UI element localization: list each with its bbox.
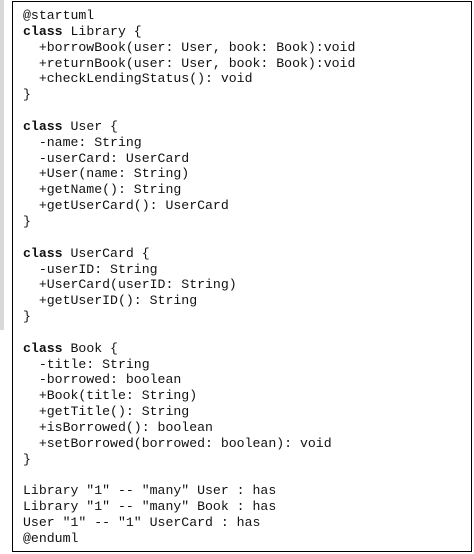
code-line: [23, 388, 355, 404]
code-line: [23, 452, 355, 468]
code-text: -userCard: UserCard: [23, 150, 190, 166]
code-line: [23, 262, 355, 278]
code-keyword: class: [23, 245, 63, 261]
code-text: -userID: String: [23, 261, 158, 277]
code-line: [23, 483, 355, 499]
code-text: +getTitle(): String: [23, 404, 190, 420]
code-text: +checkLendingStatus(): void: [23, 71, 253, 87]
code-text: +getName(): String: [23, 182, 182, 198]
code-line: [23, 56, 355, 72]
code-line: [23, 515, 355, 531]
code-text: }: [23, 451, 31, 467]
code-text: +setBorrowed(borrowed: boolean): void: [23, 435, 332, 451]
code-keyword: class: [23, 340, 63, 356]
code-line: [23, 198, 355, 214]
code-keyword: class: [23, 118, 63, 134]
code-line: [23, 87, 355, 103]
code-text: UserCard {: [62, 245, 150, 261]
code-text: }: [23, 213, 31, 229]
code-line: [23, 8, 355, 24]
code-text: +returnBook(user: User, book: Book):void: [23, 55, 356, 71]
code-line: [23, 325, 355, 341]
code-line: [23, 277, 355, 293]
code-text: +Book(title: String): [23, 388, 198, 404]
code-text: -title: String: [23, 356, 150, 372]
code-line: [23, 293, 355, 309]
code-keyword: class: [23, 23, 63, 39]
code-text: Library {: [62, 23, 142, 39]
code-line: [23, 467, 355, 483]
code-line: [23, 214, 355, 230]
code-line: [23, 341, 355, 357]
plantuml-code-box: [12, 1, 472, 552]
code-line: [23, 420, 355, 436]
code-line: [23, 135, 355, 151]
code-line: [23, 40, 355, 56]
code-line: [23, 166, 355, 182]
code-line: [23, 372, 355, 388]
code-line: [23, 230, 355, 246]
code-line: [23, 71, 355, 87]
code-line: [23, 436, 355, 452]
code-line: [23, 357, 355, 373]
code-text: }: [23, 309, 31, 325]
code-text: Library "1" -- "many" Book : has: [23, 499, 277, 515]
code-text: Book {: [62, 340, 118, 356]
code-text: User {: [62, 118, 118, 134]
code-text: @enduml: [23, 530, 79, 546]
code-line: [23, 182, 355, 198]
plantuml-code: [23, 8, 355, 547]
code-text: +User(name: String): [23, 166, 190, 182]
code-text: Library "1" -- "many" User : has: [23, 483, 277, 499]
left-edge-shade: [0, 0, 4, 330]
code-text: +borrowBook(user: User, book: Book):void: [23, 39, 356, 55]
code-line: [23, 151, 355, 167]
code-line: [23, 24, 355, 40]
code-text: +getUserID(): String: [23, 293, 198, 309]
code-line: [23, 246, 355, 262]
code-text: +isBorrowed(): boolean: [23, 419, 213, 435]
code-text: @startuml: [23, 8, 95, 23]
code-text: }: [23, 87, 31, 103]
code-line: [23, 119, 355, 135]
code-text: +UserCard(userID: String): [23, 277, 237, 293]
code-line: [23, 499, 355, 515]
code-line: [23, 531, 355, 547]
code-text: -borrowed: boolean: [23, 372, 182, 388]
code-text: -name: String: [23, 134, 142, 150]
code-line: [23, 404, 355, 420]
code-line: [23, 103, 355, 119]
code-text: User "1" -- "1" UserCard : has: [23, 515, 261, 530]
code-line: [23, 309, 355, 325]
code-text: +getUserCard(): UserCard: [23, 198, 229, 214]
